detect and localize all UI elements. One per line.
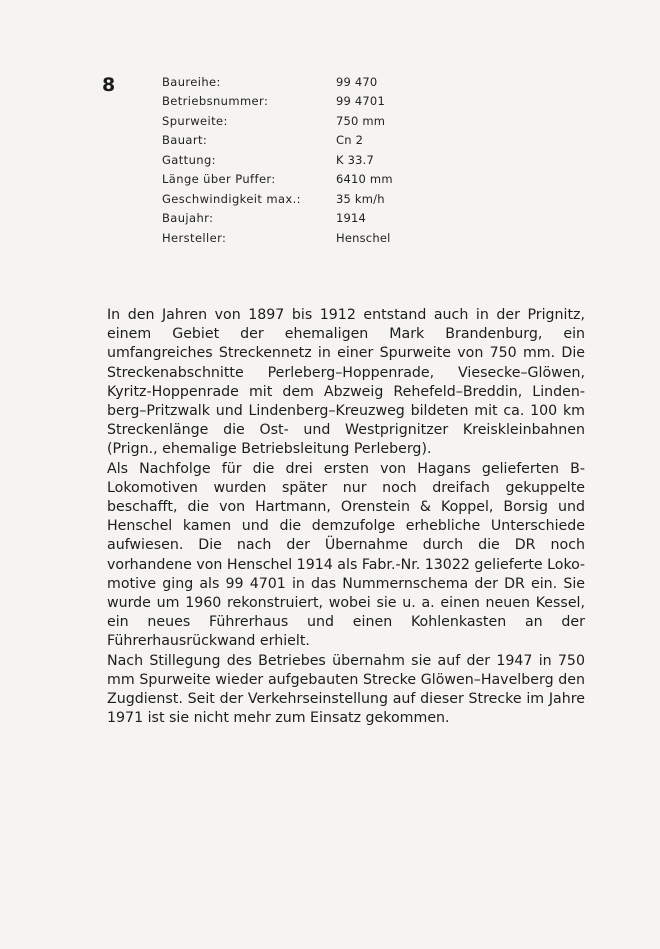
spec-label: Gattung: <box>162 152 216 167</box>
spec-value: Cn 2 <box>336 133 364 148</box>
paragraph: Als Nachfolge für die drei ersten von Hagans gelieferten B-Lokomotiven wurden später nur noch dreifach gekuppelte beschafft, die von Hartmann, Orenstein & Koppel, Borsig und Henschel kamen und die demzufolge erhebliche Unterschiede aufwiesen. Die nach der Übernahme durch die DR noch vorhandene von Henschel 1914 als Fabr.-Nr. 13022 gelieferte Lokomotive ging als 99 4701 in das Nummernschema der DR ein. Sie wurde um 1960 rekonstruiert, wobei sie u. a. einen neuen Kessel, ein neues Führerhaus und einen Kohlenkasten an der Führerhausrückwand erhielt. <box>107 460 585 650</box>
spec-row-geschwindigkeit <box>162 189 393 209</box>
spec-value: 99 4701 <box>336 94 385 109</box>
spec-value: 1914 <box>336 211 367 226</box>
paragraph: In den Jahren von 1897 bis 1912 entstand auch in der Prignitz, einem Gebiet der ehemaligen Mark Brandenburg, ein umfangreiches Streckennetz in einer Spurweite von 750 mm. Die Streckenabschnitte Perleberg–Hoppenrade, Viesecke–Glöwen, Kyritz-Hoppenrade mit dem Abzweig Rehefeld–Breddin, Lindenberg–Pritzwalk und Lindenberg–Kreuzweg bildeten mit ca. 100 km Streckenlänge die Ost- und Westprignitzer Kreiskleinbahnen (Prign., ehemalige Betriebsleitung Perleberg). <box>107 307 585 458</box>
spec-label: Geschwindigkeit max.: <box>162 191 301 206</box>
spec-value: 750 mm <box>336 113 386 128</box>
spec-label: Betriebsnummer: <box>162 94 269 109</box>
spec-value: Henschel <box>336 230 391 245</box>
spec-label: Baureihe: <box>162 74 221 89</box>
spec-row-bauart <box>162 131 393 151</box>
spec-row-spurweite <box>162 111 393 131</box>
spec-row-betriebsnummer <box>162 92 393 112</box>
page-number: 8 <box>102 74 116 96</box>
body-text <box>107 306 585 728</box>
spec-row-gattung <box>162 150 393 170</box>
locomotive-specs-table <box>162 72 393 248</box>
spec-value: 35 km/h <box>336 191 385 206</box>
spec-row-laenge <box>162 170 393 190</box>
spec-row-baureihe <box>162 72 393 92</box>
spec-label: Länge über Puffer: <box>162 172 276 187</box>
spec-label: Bauart: <box>162 133 208 148</box>
spec-value: K 33.7 <box>336 152 375 167</box>
spec-label: Hersteller: <box>162 230 227 245</box>
spec-label: Baujahr: <box>162 211 214 226</box>
spec-row-hersteller <box>162 228 393 248</box>
spec-label: Spurweite: <box>162 113 228 128</box>
spec-value: 6410 mm <box>336 172 393 187</box>
paragraph: Nach Stillegung des Betriebes übernahm sie auf der 1947 in 750 mm Spurweite wieder aufgebauten Strecke Glöwen–Havelberg den Zugdienst. Seit der Verkehrseinstellung auf dieser Strecke im Jahre 1971 ist sie nicht mehr zum Einsatz gekommen. <box>107 652 585 727</box>
spec-row-baujahr <box>162 209 393 229</box>
spec-value: 99 470 <box>336 74 378 89</box>
